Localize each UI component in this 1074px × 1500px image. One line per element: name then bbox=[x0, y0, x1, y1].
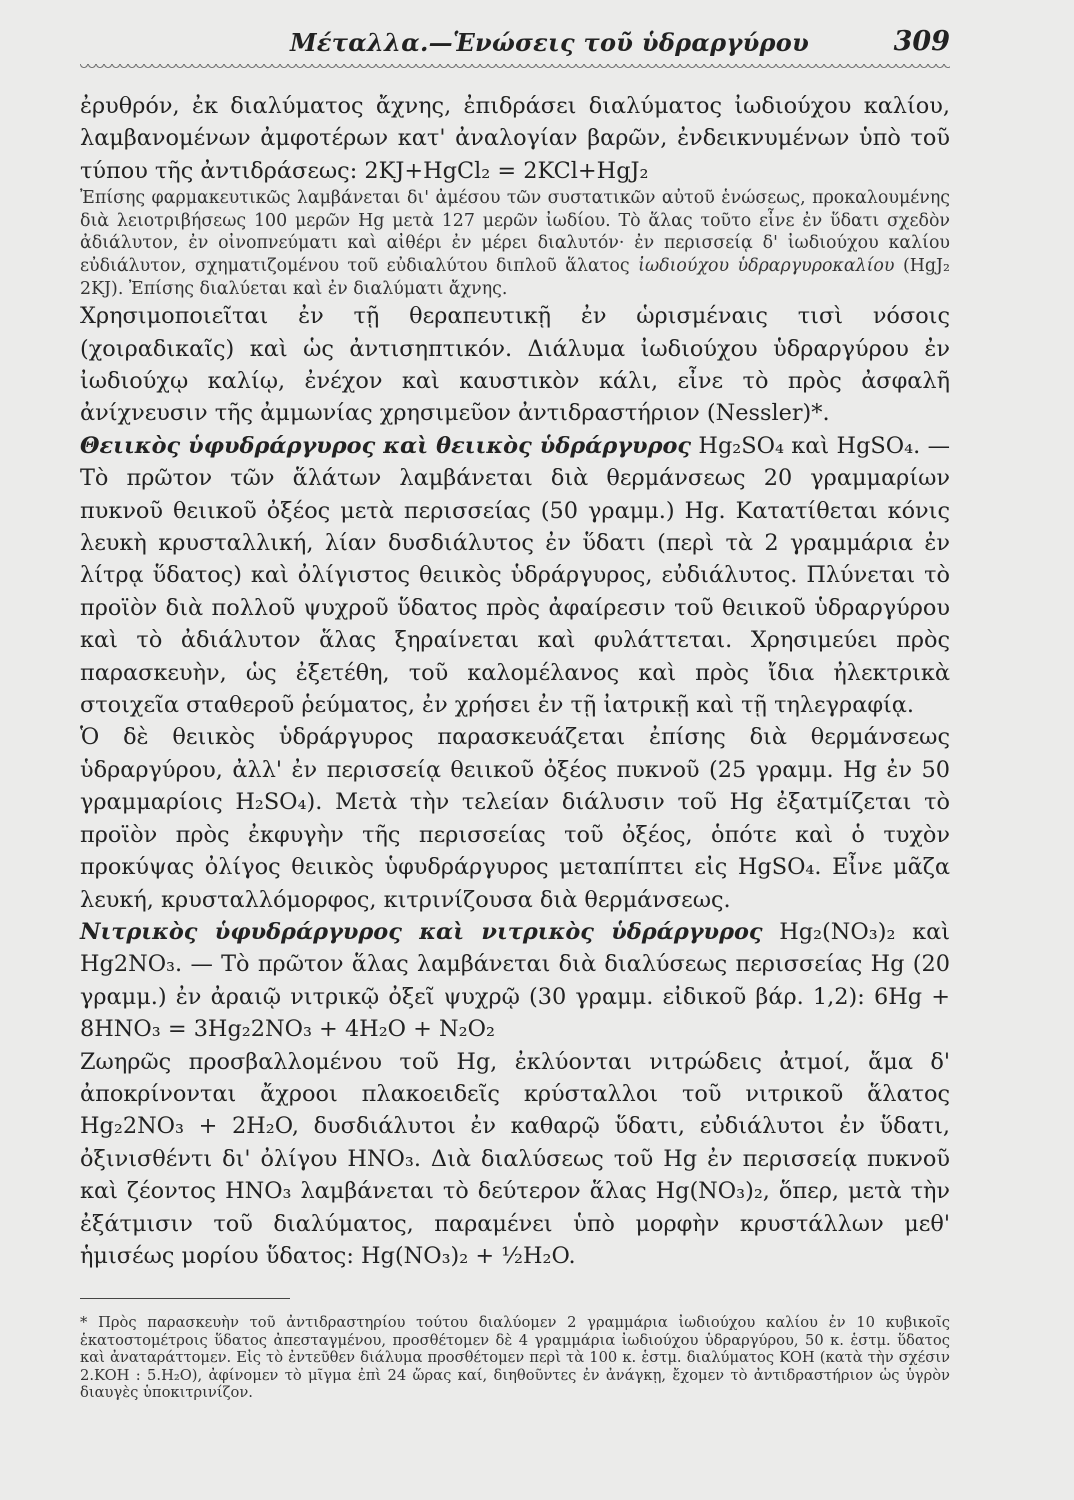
nitric-equation: 6Hg + 8HNO₃ = 3Hg₂2NO₃ + 4H₂O + N₂O₂ bbox=[80, 983, 950, 1043]
running-header bbox=[80, 22, 950, 62]
paragraph-2-text: Ἐπίσης φαρμακευτικῶς λαμβάνεται δι' ἀμέσου τῶν συστατικῶν αὐτοῦ ἑνώσεως, προκαλουμένης διὰ λειοτριβήσεως 100 μερῶν Hg μετὰ 127 μερῶν ἰωδίου. Τὸ ἅλας τοῦτο εἶνε ἐν ὕδατι σχεδὸν ἀδιάλυτον, ἐν οἰνοπνεύματι καὶ αἰθέρι ἐν μέρει διαλυτόν· ἐν περισσείᾳ δ' ἰωδιούχου καλίου εὐδιάλυτον, σχηματιζομένου τοῦ εὐδιαλύτου διπλοῦ ἅλατος bbox=[80, 188, 950, 276]
paragraph-5-text: Ὁ δὲ θειικὸς ὑδράργυρος παρασκευάζεται ἐπίσης διὰ θερμάνσεως ὑδραργύρου, ἀλλ' ἐν περισσείᾳ θειικοῦ ὀξέος πυκνοῦ (25 γραμμ. Hg ἐν 50 γραμμαρίοις H₂SO₄). Μετὰ τὴν τελείαν διάλυσιν τοῦ Hg ἐξατμίζεται τὸ προϊὸν πρὸς ἐκφυγὴν τῆς περισσείας τοῦ ὀξέος, ὁπότε καὶ ὁ τυχὸν προκύψας ὀλίγος θειικὸς ὑφυδράργυρος μεταπίπτει εἰς HgSO₄. Εἶνε μᾶζα λευκή, κρυσταλλόμορφος, κιτρινίζουσα διὰ θερμάνσεως. bbox=[80, 724, 950, 913]
paragraph-4-formula: Hg₂SO₄ καὶ HgSO₄. bbox=[698, 432, 921, 459]
paragraph-2-italic: ἰωδιούχου ὑδραργυροκαλίου bbox=[638, 256, 895, 276]
paragraph-7-text: Ζωηρῶς προσβαλλομένου τοῦ Hg, ἐκλύονται νιτρώδεις ἀτμοί, ἅμα δ' ἀποκρίνονται ἄχροοι πλακοειδεῖς κρύσταλλοι τοῦ νιτρικοῦ ἅλατος Hg₂2NO₃ + 2H₂O, δυσδιάλυτοι ἐν καθαρῷ ὕδατι, εὐδιάλυτοι ἐν ὕδατι, ὀξινισθέντι δι' ὀλίγου HNO₃. Διὰ διαλύσεως τοῦ Hg ἐν περισσείᾳ πυκνοῦ καὶ ζέοντος HNO₃ λαμβάνεται τὸ δεύτερον ἅλας Hg(NO₃)₂, ὅπερ, μετὰ τὴν ἐξάτμισιν τοῦ διαλύματος, παραμένει ὑπὸ μορφὴν κρυστάλλων μεθ' ἡμισέως μορίου ὕδατος: bbox=[80, 1048, 950, 1269]
paragraph-5 bbox=[80, 721, 950, 915]
paragraph-2 bbox=[80, 187, 950, 300]
paragraph-1-formula: 2KJ+HgCl₂ = 2KCl+HgJ₂ bbox=[364, 157, 649, 184]
paragraph-2-end: (HgJ₂ 2KJ). Ἐπίσης διαλύεται καὶ ἐν διαλύματι ἄχνης. bbox=[80, 256, 950, 299]
paragraph-6-text: — Τὸ πρῶτον ἅλας λαμβάνεται διὰ διαλύσεως περισσείας Hg (20 γραμμ.) ἐν ἀραιῷ νιτρικῷ ὀξεῖ ψυχρῷ (30 γραμμ. εἰδικοῦ βάρ. 1,2): bbox=[80, 951, 950, 1010]
footnote-rule bbox=[80, 1298, 290, 1299]
section-heading-nitrates: Νιτρικὸς ὑφυδράργυρος καὶ νιτρικὸς ὑδράργυρος bbox=[80, 918, 763, 945]
section-heading-sulfates: Θειικὸς ὑφυδράργυρος καὶ θειικὸς ὑδράργυρος bbox=[80, 432, 692, 459]
paragraph-3-text: Χρησιμοποιεῖται ἐν τῇ θεραπευτικῇ ἐν ὡρισμέναις τισὶ νόσοις (χοιραδικαῖς) καὶ ὡς ἀντισηπτικόν. Διάλυμα ἰωδιούχου ὑδραργύρου ἐν ἰωδιούχῳ καλίῳ, ἐνέχον καὶ καυστικὸν κάλι, εἶνε τὸ πρὸς ἀσφαλῆ ἀνίχνευσιν τῆς ἀμμωνίας χρησιμεῦον ἀντιδραστήριον (Nessler)*. bbox=[80, 303, 950, 427]
paragraph-7 bbox=[80, 1046, 950, 1273]
page-number: 309 bbox=[893, 26, 950, 57]
book-page bbox=[80, 22, 950, 1416]
paragraph-4 bbox=[80, 430, 950, 722]
paragraph-4-text: — Τὸ πρῶτον τῶν ἅλάτων λαμβάνεται διὰ θερμάνσεως 20 γραμμαρίων πυκνοῦ θειικοῦ ὀξέος μετὰ περισσείας (50 γραμμ.) Hg. Κατατίθεται κόνις λευκὴ κρυσταλλική, λίαν δυσδιάλυτος ἐν ὕδατι (περὶ τὰ 2 γραμμάρια ἐν λίτρᾳ ὕδατος) καὶ ὀλίγιστος θειικὸς ὑδράργυρος, εὐδιάλυτος. Πλύνεται τὸ προϊὸν διὰ πολλοῦ ψυχροῦ ὕδατος πρὸς ἀφαίρεσιν τοῦ θειικοῦ ὑδραργύρου καὶ τὸ ἀδιάλυτον ἅλας ξηραίνεται καὶ φυλάττεται. Χρησιμεύει πρὸς παρασκευὴν, ὡς ἐξετέθη, τοῦ καλομέλανος καὶ πρὸς ἴδια ἠλεκτρικὰ στοιχεῖα σταθεροῦ ῥεύματος, ἐν χρήσει ἐν τῇ ἰατρικῇ καὶ τῇ τηλεγραφίᾳ. bbox=[80, 432, 950, 719]
header-divider bbox=[80, 64, 950, 72]
paragraph-7-formula: Hg(NO₃)₂ + ½H₂O. bbox=[361, 1242, 576, 1269]
paragraph-1 bbox=[80, 90, 950, 187]
paragraph-3 bbox=[80, 300, 950, 430]
running-title: Μέταλλα.—Ἑνώσεις τοῦ ὑδραργύρου bbox=[290, 28, 810, 57]
paragraph-6 bbox=[80, 916, 950, 1046]
paragraph-6-formula: Hg₂(NO₃)₂ καὶ Hg2NO₃. bbox=[80, 918, 950, 978]
paragraph-1-text: ἐρυθρόν, ἐκ διαλύματος ἄχνης, ἐπιδράσει διαλύματος ἰωδιούχου καλίου, λαμβανομένων ἀμφοτέρων κατ' ἀναλογίαν βαρῶν, ἐνδεικνυμένων ὑπὸ τοῦ τύπου τῆς ἀντιδράσεως: bbox=[80, 93, 950, 184]
footnote: * Πρὸς παρασκευὴν τοῦ ἀντιδραστηρίου τούτου διαλύομεν 2 γραμμάρια ἰωδιούχου καλίου ἐν 10 κυβικοῖς ἑκατοστομέτροις ὕδατος ἀπεσταγμένου, προσθέτομεν δὲ 4 γραμμάρια ἰωδιούχου ὑδραργύρου, 50 κ. ἑστμ. ὕδατος καὶ ἀναταράττομεν. Εἰς τὸ ἐντεῦθεν διάλυμα προσθέτομεν περὶ τὰ 100 κ. ἑστμ. διαλύματος KOH (κατὰ τὴν σχέσιν 2.KOH : 5.H₂O), ἀφίνομεν τὸ μῖγμα ἐπὶ 24 ὥρας καί, διηθοῦντες ἐν ἀνάγκῃ, ἔχομεν τὸ ἀντιδραστήριον ὡς ὑγρὸν διαυγὲς ὑποκιτρινίζον. bbox=[80, 1314, 950, 1402]
